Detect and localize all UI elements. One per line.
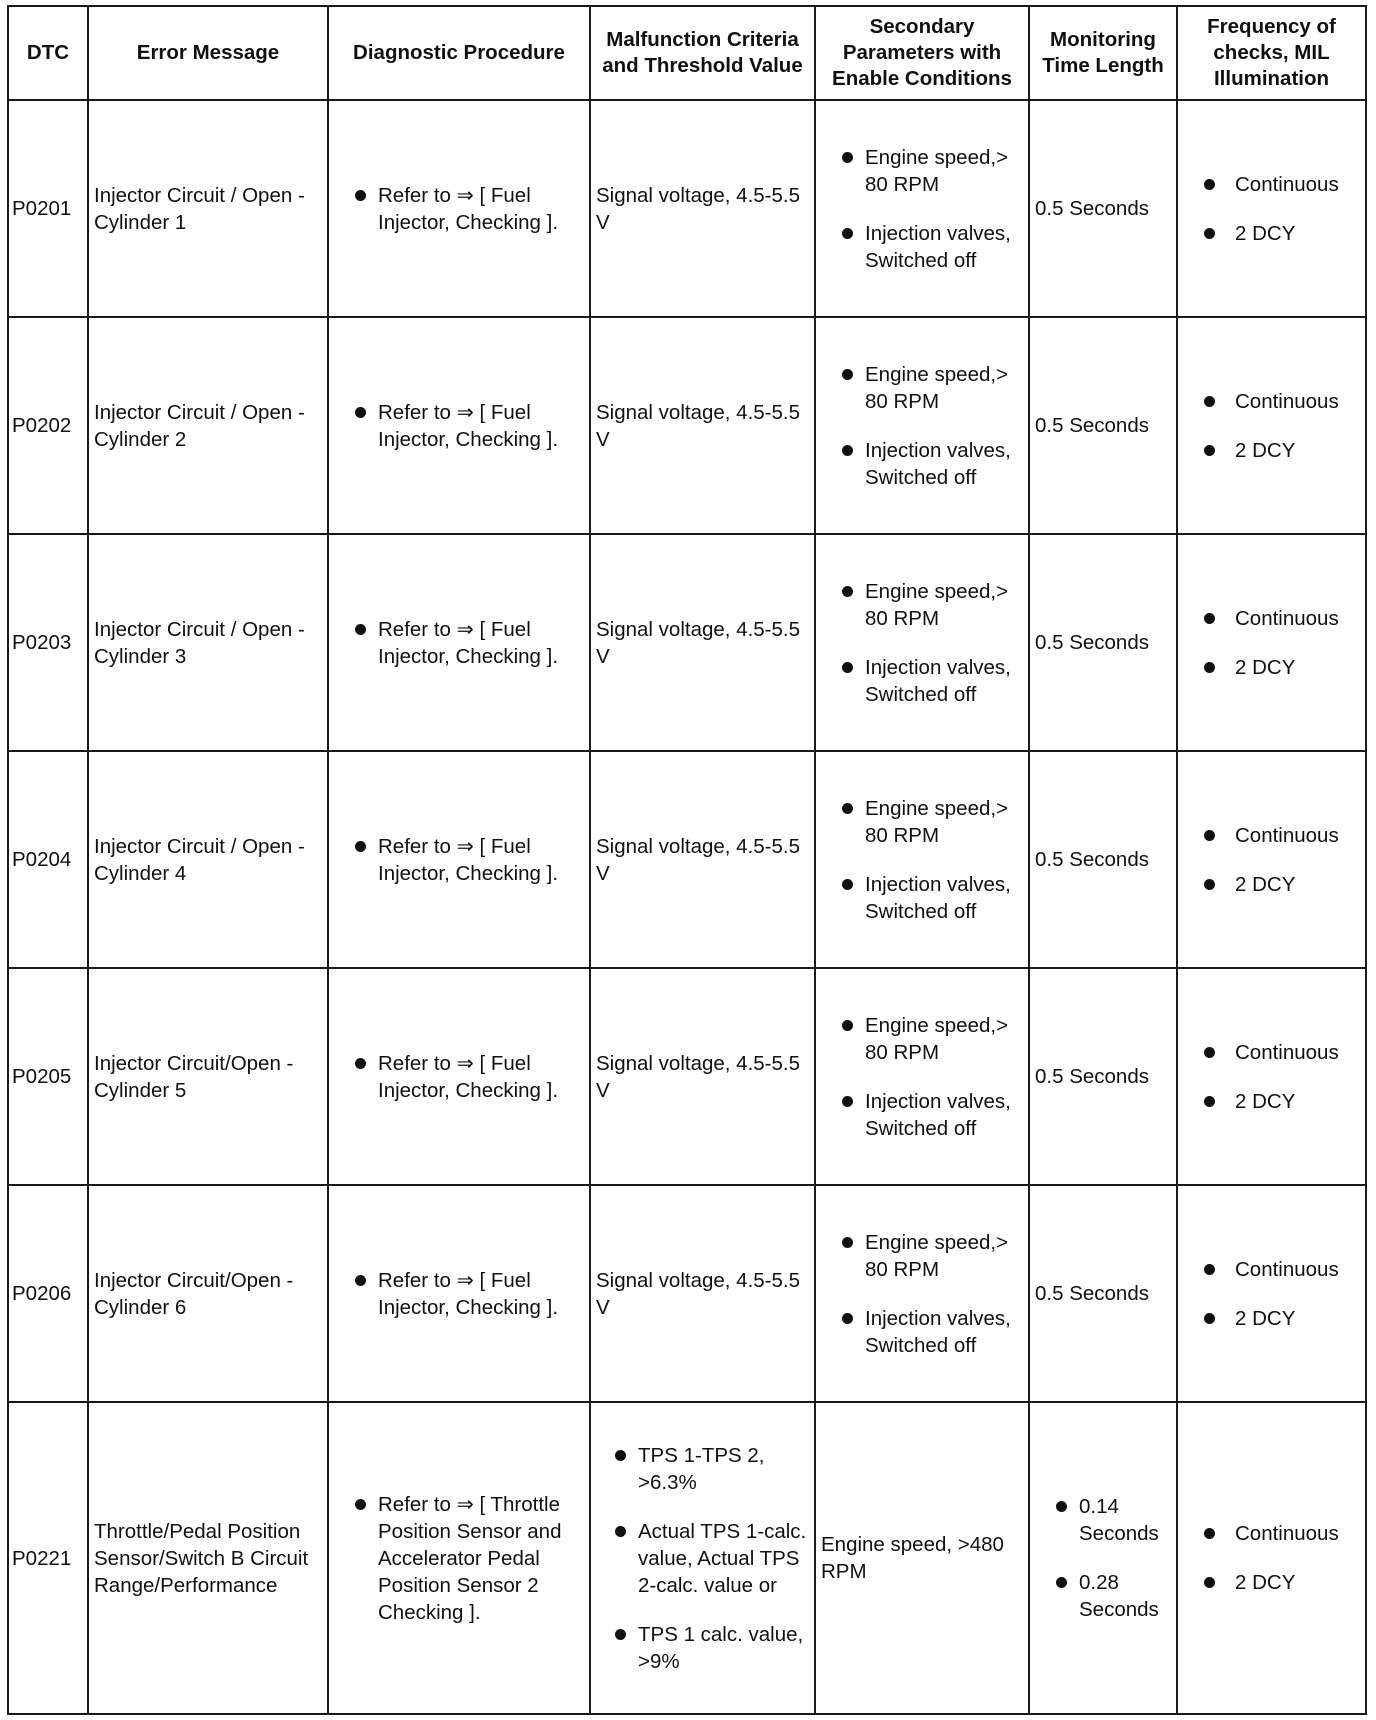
header-dtc: DTC bbox=[8, 6, 88, 100]
diagnostic-procedure bbox=[328, 1185, 590, 1402]
list-item: Injection valves, Switched off bbox=[833, 654, 1025, 708]
list-item: 2 DCY bbox=[1195, 1088, 1362, 1115]
dtc-document bbox=[7, 5, 1365, 1714]
header-diagnostic-procedure: Diagnostic Procedure bbox=[328, 6, 590, 100]
error-message: Injector Circuit / Open - Cylinder 3 bbox=[88, 534, 328, 751]
error-message: Injector Circuit / Open - Cylinder 4 bbox=[88, 751, 328, 968]
diagnostic-link[interactable]: Refer to ⇒ [ Fuel Injector, Checking ]. bbox=[346, 1050, 586, 1104]
malfunction-criteria: Signal voltage, 4.5-5.5 V bbox=[590, 100, 815, 317]
dtc-code: P0206 bbox=[8, 1185, 88, 1402]
malfunction-criteria: Signal voltage, 4.5-5.5 V bbox=[590, 534, 815, 751]
list-item: Injection valves, Switched off bbox=[833, 871, 1025, 925]
list-item: Injection valves, Switched off bbox=[833, 437, 1025, 491]
diagnostic-link[interactable]: Refer to ⇒ [ Fuel Injector, Checking ]. bbox=[346, 399, 586, 453]
frequency-mil bbox=[1177, 1185, 1366, 1402]
list-item: Continuous bbox=[1195, 1520, 1362, 1547]
dtc-code: P0203 bbox=[8, 534, 88, 751]
frequency-mil bbox=[1177, 317, 1366, 534]
list-item: Continuous bbox=[1195, 388, 1362, 415]
dtc-code: P0202 bbox=[8, 317, 88, 534]
list-item: Continuous bbox=[1195, 605, 1362, 632]
list-item: 2 DCY bbox=[1195, 1305, 1362, 1332]
dtc-code: P0201 bbox=[8, 100, 88, 317]
list-item: Continuous bbox=[1195, 822, 1362, 849]
frequency-mil bbox=[1177, 1402, 1366, 1714]
header-frequency: Frequency of checks, MIL Illumination bbox=[1177, 6, 1366, 100]
diagnostic-procedure bbox=[328, 100, 590, 317]
diagnostic-link[interactable]: Refer to ⇒ [ Fuel Injector, Checking ]. bbox=[346, 182, 586, 236]
list-item: Engine speed,> 80 RPM bbox=[833, 144, 1025, 198]
diagnostic-procedure bbox=[328, 1402, 590, 1714]
list-item: 2 DCY bbox=[1195, 1569, 1362, 1596]
diagnostic-procedure bbox=[328, 317, 590, 534]
table-row bbox=[8, 317, 1366, 534]
diagnostic-link[interactable]: Refer to ⇒ [ Fuel Injector, Checking ]. bbox=[346, 1267, 586, 1321]
header-malfunction-criteria: Malfunction Criteria and Threshold Value bbox=[590, 6, 815, 100]
secondary-parameters: Engine speed, >480 RPM bbox=[815, 1402, 1029, 1714]
list-item: Injection valves, Switched off bbox=[833, 220, 1025, 274]
malfunction-criteria: Signal voltage, 4.5-5.5 V bbox=[590, 317, 815, 534]
dtc-code: P0221 bbox=[8, 1402, 88, 1714]
malfunction-criteria: Signal voltage, 4.5-5.5 V bbox=[590, 751, 815, 968]
list-item: Continuous bbox=[1195, 1256, 1362, 1283]
list-item: Actual TPS 1-calc. value, Actual TPS 2-calc. value or bbox=[606, 1518, 811, 1599]
list-item: Continuous bbox=[1195, 171, 1362, 198]
error-message: Injector Circuit / Open - Cylinder 1 bbox=[88, 100, 328, 317]
list-item: Engine speed,> 80 RPM bbox=[833, 361, 1025, 415]
header-row bbox=[8, 6, 1366, 100]
table-row bbox=[8, 100, 1366, 317]
frequency-mil bbox=[1177, 968, 1366, 1185]
list-item: Injection valves, Switched off bbox=[833, 1088, 1025, 1142]
table-row bbox=[8, 534, 1366, 751]
list-item: Engine speed,> 80 RPM bbox=[833, 1012, 1025, 1066]
secondary-parameters bbox=[815, 100, 1029, 317]
monitoring-time bbox=[1029, 1402, 1177, 1714]
diagnostic-link[interactable]: Refer to ⇒ [ Fuel Injector, Checking ]. bbox=[346, 833, 586, 887]
secondary-parameters bbox=[815, 317, 1029, 534]
list-item: 0.28 Seconds bbox=[1047, 1569, 1173, 1623]
diagnostic-procedure bbox=[328, 968, 590, 1185]
table-row bbox=[8, 968, 1366, 1185]
header-monitoring-time: Monitoring Time Length bbox=[1029, 6, 1177, 100]
table-row bbox=[8, 751, 1366, 968]
list-item: Continuous bbox=[1195, 1039, 1362, 1066]
dtc-code: P0205 bbox=[8, 968, 88, 1185]
monitoring-time: 0.5 Seconds bbox=[1029, 534, 1177, 751]
secondary-parameters bbox=[815, 534, 1029, 751]
list-item: Engine speed,> 80 RPM bbox=[833, 795, 1025, 849]
monitoring-time: 0.5 Seconds bbox=[1029, 317, 1177, 534]
list-item: 2 DCY bbox=[1195, 437, 1362, 464]
error-message: Injector Circuit / Open - Cylinder 2 bbox=[88, 317, 328, 534]
diagnostic-link[interactable]: Refer to ⇒ [ Fuel Injector, Checking ]. bbox=[346, 616, 586, 670]
list-item: Engine speed,> 80 RPM bbox=[833, 578, 1025, 632]
dtc-code: P0204 bbox=[8, 751, 88, 968]
monitoring-time: 0.5 Seconds bbox=[1029, 100, 1177, 317]
header-error-message: Error Message bbox=[88, 6, 328, 100]
monitoring-time: 0.5 Seconds bbox=[1029, 1185, 1177, 1402]
list-item: 2 DCY bbox=[1195, 871, 1362, 898]
error-message: Injector Circuit/Open - Cylinder 6 bbox=[88, 1185, 328, 1402]
header-secondary-parameters: Secondary Parameters with Enable Conditions bbox=[815, 6, 1029, 100]
secondary-parameters bbox=[815, 968, 1029, 1185]
error-message: Throttle/Pedal Position Sensor/Switch B Circuit Range/Performance bbox=[88, 1402, 328, 1714]
diagnostic-link[interactable]: Refer to ⇒ [ Throttle Position Sensor and Accelerator Pedal Position Sensor 2 Checking ]. bbox=[346, 1491, 586, 1626]
monitoring-time: 0.5 Seconds bbox=[1029, 751, 1177, 968]
list-item: Injection valves, Switched off bbox=[833, 1305, 1025, 1359]
list-item: 2 DCY bbox=[1195, 654, 1362, 681]
diagnostic-procedure bbox=[328, 534, 590, 751]
table-row bbox=[8, 1402, 1366, 1714]
list-item: TPS 1-TPS 2, >6.3% bbox=[606, 1442, 811, 1496]
error-message: Injector Circuit/Open - Cylinder 5 bbox=[88, 968, 328, 1185]
monitoring-time: 0.5 Seconds bbox=[1029, 968, 1177, 1185]
list-item: Engine speed,> 80 RPM bbox=[833, 1229, 1025, 1283]
malfunction-criteria bbox=[590, 1402, 815, 1714]
malfunction-criteria: Signal voltage, 4.5-5.5 V bbox=[590, 1185, 815, 1402]
table-row bbox=[8, 1185, 1366, 1402]
frequency-mil bbox=[1177, 751, 1366, 968]
dtc-table bbox=[7, 5, 1367, 1715]
frequency-mil bbox=[1177, 100, 1366, 317]
list-item: TPS 1 calc. value, >9% bbox=[606, 1621, 811, 1675]
secondary-parameters bbox=[815, 1185, 1029, 1402]
frequency-mil bbox=[1177, 534, 1366, 751]
list-item: 2 DCY bbox=[1195, 220, 1362, 247]
list-item: 0.14 Seconds bbox=[1047, 1493, 1173, 1547]
secondary-parameters bbox=[815, 751, 1029, 968]
malfunction-criteria: Signal voltage, 4.5-5.5 V bbox=[590, 968, 815, 1185]
diagnostic-procedure bbox=[328, 751, 590, 968]
